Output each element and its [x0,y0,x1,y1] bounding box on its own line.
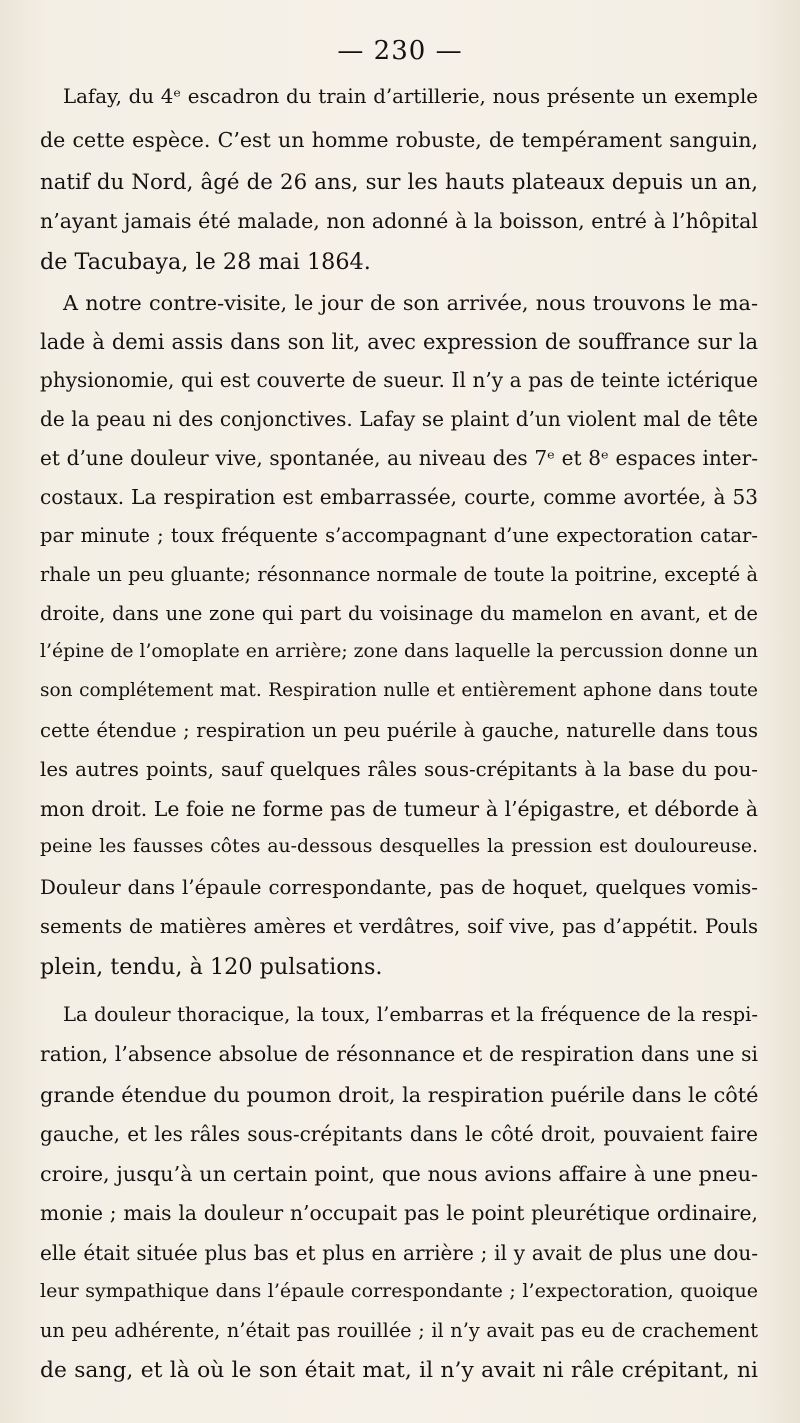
text-line: les autres points, sauf quelques râles sous-crépitants à la base du pou- [40,758,758,781]
text-line: rhale un peu gluante; résonnance normale de toute la poitrine, excepté à [40,563,758,586]
text-line: droite, dans une zone qui part du voisinage du mamelon en avant, et de [40,602,758,625]
text-line: l’épine de l’omoplate en arrière; zone dans laquelle la percussion donne un [40,641,758,662]
text-line: natif du Nord, âgé de 26 ans, sur les hauts plateaux depuis un an, [40,170,758,195]
text-line: Douleur dans l’épaule correspondante, pas de hoquet, quelques vomis- [40,876,758,899]
text-line: mon droit. Le foie ne forme pas de tumeur à l’épigastre, et déborde à [40,797,758,821]
text-line: sements de matières amères et verdâtres, soif vive, pas d’appétit. Pouls [40,915,758,938]
text-line: son complétement mat. Respiration nulle et entièrement aphone dans toute [40,680,758,701]
text-line: et d’une douleur vive, spontanée, au niveau des 7ᵉ et 8ᵉ espaces inter- [40,446,758,470]
text-line: de sang, et là où le son était mat, il n’y avait ni râle crépitant, ni [40,1358,758,1383]
page-number: — 230 — [337,36,463,66]
text-line: n’ayant jamais été malade, non adonné à la boisson, entré à l’hôpital [40,209,758,233]
text-line: leur sympathique dans l’épaule correspondante ; l’expectoration, quoique [40,1280,758,1302]
text-line: ration, l’absence absolue de résonnance et de respiration dans une si [40,1042,758,1066]
text-line: de cette espèce. C’est un homme robuste, de tempérament sanguin, [40,128,758,152]
text-line: peine les fausses côtes au-dessous desquelles la pression est douloureuse. [40,836,758,857]
text-line: cette étendue ; respiration un peu puérile à gauche, naturelle dans tous [40,719,758,742]
text-line: monie ; mais la douleur n’occupait pas le point pleurétique ordinaire, [40,1201,758,1225]
text-line: costaux. La respiration est embarrassée, courte, comme avortée, à 53 [40,485,758,509]
text-line: un peu adhérente, n’était pas rouillée ; il n’y avait pas eu de crachement [40,1319,758,1342]
text-line: elle était située plus bas et plus en arrière ; il y avait de plus une dou- [40,1241,758,1265]
text-line: Lafay, du 4ᵉ escadron du train d’artillerie, nous présente un exemple [63,85,758,108]
text-line: A notre contre-visite, le jour de son arrivée, nous trouvons le ma- [63,291,758,315]
text-line: lade à demi assis dans son lit, avec expression de souffrance sur la [40,329,758,354]
text-line: gauche, et les râles sous-crépitants dans le côté droit, pouvaient faire [40,1122,758,1146]
text-line: croire, jusqu’à un certain point, que nous avions affaire à une pneu- [40,1162,758,1186]
text-line: de Tacubaya, le 28 mai 1864. [40,249,371,275]
text-line: de la peau ni des conjonctives. Lafay se plaint d’un violent mal de tête [40,407,758,431]
text-line: physionomie, qui est couverte de sueur. Il n’y a pas de teinte ictérique [40,368,758,392]
text-line: grande étendue du poumon droit, la respiration puérile dans le côté [40,1083,759,1107]
text-line: La douleur thoracique, la toux, l’embarras et la fréquence de la respi- [63,1003,758,1026]
text-line: plein, tendu, à 120 pulsations. [40,954,383,980]
text-line: par minute ; toux fréquente s’accompagnant d’une expectoration catar- [40,524,758,547]
